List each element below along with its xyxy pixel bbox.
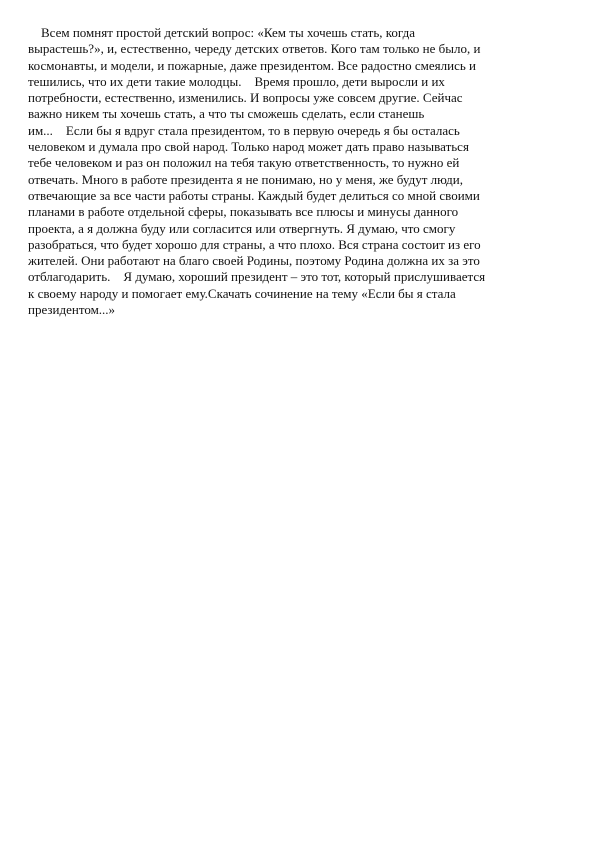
- text-line: жителей. Они работают на благо своей Родины, поэтому Родина должна их за это: [28, 253, 480, 269]
- text-line: Всем помнят простой детский вопрос: «Кем ты хочешь стать, когда: [28, 25, 415, 40]
- text-line: отвечающие за все части работы страны. Каждый будет делиться со мной своими: [28, 187, 480, 203]
- text-line: им... Если бы я вдруг стала президентом, то в первую очередь я бы осталась: [28, 122, 460, 138]
- text-line: тебе человеком и раз он положил на тебя такую ответственность, то нужно ей: [28, 155, 460, 171]
- text-line: отвечать. Много в работе президента я не понимаю, но у меня, же будут люди,: [28, 171, 463, 187]
- text-line: вырастешь?», и, естественно, череду детских ответов. Кого там только не было, и: [28, 41, 481, 57]
- text-line: человеком и думала про свой народ. Только народ может дать право называться: [28, 139, 469, 155]
- text-line: президентом...»: [28, 302, 116, 318]
- text-line: важно никем ты хочешь стать, а что ты сможешь сделать, если станешь: [28, 106, 425, 122]
- text-line: разобраться, что будет хорошо для страны, а что плохо. Вся страна состоит из его: [28, 236, 481, 252]
- text-line: проекта, а я должна буду или согласится или отвергнуть. Я думаю, что смогу: [28, 220, 456, 236]
- text-line: потребности, естественно, изменились. И вопросы уже совсем другие. Сейчас: [28, 90, 463, 106]
- text-line: тешились, что их дети такие молодцы. Время прошло, дети выросли и их: [28, 73, 445, 89]
- text-line: планами в работе отдельной сферы, показывать все плюсы и минусы данного: [28, 204, 459, 220]
- text-line: к своему народу и помогает ему.Скачать сочинение на тему «Если бы я стала: [28, 285, 456, 301]
- text-line: отблагодарить. Я думаю, хороший президент – это тот, который прислушивается: [28, 269, 486, 285]
- text-line: космонавты, и модели, и пожарные, даже президентом. Все радостно смеялись и: [28, 57, 476, 73]
- essay-text: [28, 25, 573, 318]
